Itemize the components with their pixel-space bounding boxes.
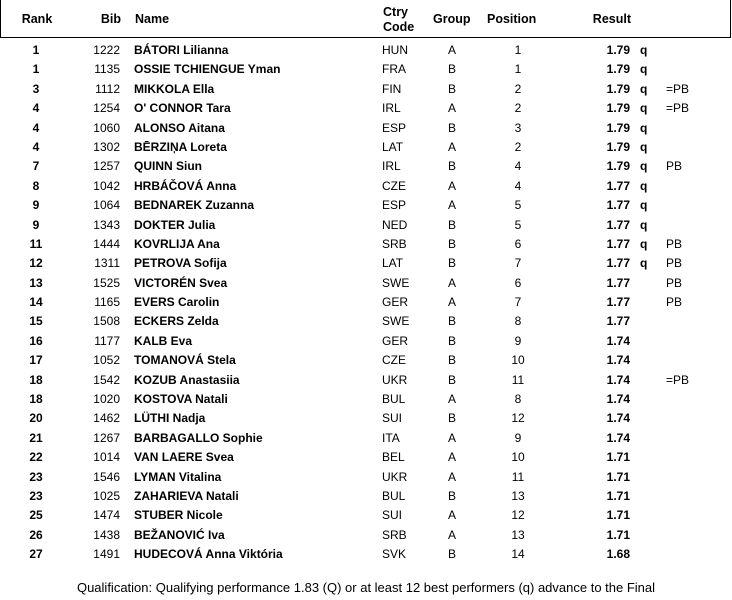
header-rank: Rank <box>21 12 53 26</box>
table-row <box>0 60 732 79</box>
rank-cell: 23 <box>29 469 43 484</box>
athlete-name: VAN LAERE Svea <box>134 450 234 465</box>
table-row <box>0 545 732 564</box>
record-note: =PB <box>666 372 690 387</box>
athlete-name: KOVRLIJA Ana <box>134 236 220 251</box>
record-note: PB <box>666 236 683 251</box>
result-cell: 1.79 <box>606 120 630 135</box>
athlete-name: EVERS Carolin <box>134 295 220 310</box>
rank-cell: 15 <box>29 314 43 329</box>
table-row <box>0 235 732 254</box>
rank-cell: 12 <box>29 256 43 271</box>
bib-cell: 1064 <box>93 198 120 213</box>
group-cell: B <box>447 62 456 77</box>
qualified-marker: q <box>640 256 648 271</box>
qualified-marker: q <box>640 81 648 96</box>
rank-cell: 4 <box>32 101 40 116</box>
country-code: GER <box>382 333 409 348</box>
result-cell: 1.74 <box>606 333 630 348</box>
group-cell: A <box>447 392 456 407</box>
group-cell: A <box>447 198 456 213</box>
bib-cell: 1052 <box>93 353 120 368</box>
result-cell: 1.79 <box>606 62 630 77</box>
country-code: ITA <box>382 430 400 445</box>
country-code: UKR <box>382 372 408 387</box>
group-cell: B <box>447 159 456 174</box>
qualified-marker: q <box>640 101 648 116</box>
country-code: SWE <box>382 314 410 329</box>
country-code: UKR <box>382 469 408 484</box>
rank-cell: 26 <box>29 527 43 542</box>
rank-cell: 1 <box>32 62 40 77</box>
rank-cell: 16 <box>29 333 43 348</box>
group-cell: B <box>447 256 456 271</box>
country-code: SUI <box>382 508 403 523</box>
country-code: FRA <box>382 62 406 77</box>
group-cell: A <box>447 469 456 484</box>
qualified-marker: q <box>640 62 648 77</box>
header-name: Name <box>135 12 170 26</box>
table-row <box>0 196 732 215</box>
rank-cell: 9 <box>32 198 40 213</box>
position-cell: 12 <box>511 508 525 523</box>
table-row <box>0 119 732 138</box>
group-cell: A <box>447 508 456 523</box>
table-row <box>0 41 732 60</box>
table-row <box>0 526 732 545</box>
position-cell: 7 <box>514 295 522 310</box>
record-note: PB <box>666 295 683 310</box>
bib-cell: 1025 <box>93 488 120 503</box>
header-country-code <box>383 5 414 35</box>
country-code: SWE <box>382 275 410 290</box>
rank-cell: 4 <box>32 139 40 154</box>
bib-cell: 1060 <box>93 120 120 135</box>
header-country-code-line2: Code <box>383 20 415 34</box>
athlete-name: KOZUB Anastasiia <box>134 372 240 387</box>
rank-cell: 1 <box>32 43 40 57</box>
position-cell: 2 <box>514 101 522 116</box>
group-cell: A <box>447 450 456 465</box>
group-cell: A <box>447 275 456 290</box>
result-cell: 1.74 <box>606 372 630 387</box>
country-code: NED <box>382 217 408 232</box>
bib-cell: 1267 <box>93 430 120 445</box>
result-cell: 1.77 <box>606 178 630 193</box>
group-cell: B <box>447 372 456 387</box>
result-cell: 1.71 <box>606 488 630 503</box>
result-cell: 1.74 <box>606 392 630 407</box>
group-cell: A <box>447 295 456 310</box>
result-cell: 1.77 <box>606 295 630 310</box>
country-code: BUL <box>382 392 406 407</box>
country-code: SUI <box>382 411 403 426</box>
position-cell: 7 <box>514 256 522 271</box>
position-cell: 4 <box>514 159 522 174</box>
position-cell: 12 <box>511 411 525 426</box>
header-bib: Bib <box>100 12 121 26</box>
position-cell: 9 <box>514 333 522 348</box>
table-row <box>0 371 732 390</box>
position-cell: 11 <box>511 469 525 484</box>
position-cell: 10 <box>511 353 525 368</box>
table-row <box>0 138 732 157</box>
position-cell: 2 <box>514 139 522 154</box>
qualification-footnote: Qualification: Qualifying performance 1.83 (Q) or at least 12 best performers (q) advance to the Final <box>76 580 656 595</box>
table-row <box>0 390 732 409</box>
table-row <box>0 487 732 506</box>
group-cell: A <box>447 178 456 193</box>
bib-cell: 1014 <box>93 450 120 465</box>
rank-cell: 20 <box>29 411 43 426</box>
bib-cell: 1546 <box>93 469 120 484</box>
country-code: IRL <box>382 159 401 174</box>
bib-cell: 1165 <box>94 295 120 310</box>
position-cell: 1 <box>514 43 522 57</box>
rank-cell: 18 <box>29 392 43 407</box>
country-code: BEL <box>382 450 405 465</box>
athlete-name: BÁTORI Lilianna <box>134 43 229 57</box>
bib-cell: 1302 <box>93 139 120 154</box>
header-group: Group <box>433 12 471 26</box>
result-cell: 1.68 <box>606 547 630 562</box>
group-cell: A <box>447 101 456 116</box>
result-cell: 1.77 <box>606 236 630 251</box>
results-table-header <box>0 0 731 38</box>
rank-cell: 23 <box>29 488 43 503</box>
athlete-name: DOKTER Julia <box>134 217 216 232</box>
qualified-marker: q <box>640 236 648 251</box>
rank-cell: 21 <box>29 430 43 445</box>
result-cell: 1.79 <box>606 43 630 57</box>
rank-cell: 27 <box>29 547 43 562</box>
bib-cell: 1343 <box>93 217 120 232</box>
result-cell: 1.77 <box>606 256 630 271</box>
qualified-marker: q <box>640 139 648 154</box>
country-code: ESP <box>382 198 407 213</box>
position-cell: 14 <box>511 547 525 562</box>
bib-cell: 1042 <box>93 178 120 193</box>
result-cell: 1.71 <box>606 469 630 484</box>
table-row <box>0 448 732 467</box>
athlete-name: LÜTHI Nadja <box>134 411 206 426</box>
table-row <box>0 293 732 312</box>
header-result: Result <box>592 12 631 26</box>
country-code: LAT <box>382 256 404 271</box>
country-code: IRL <box>382 101 401 116</box>
position-cell: 5 <box>514 198 522 213</box>
group-cell: B <box>447 314 456 329</box>
table-row <box>0 312 732 331</box>
rank-cell: 8 <box>32 178 40 193</box>
result-cell: 1.79 <box>606 81 630 96</box>
athlete-name: TOMANOVÁ Stela <box>134 353 236 368</box>
bib-cell: 1177 <box>94 333 120 348</box>
group-cell: B <box>447 217 456 232</box>
group-cell: B <box>447 353 456 368</box>
rank-cell: 9 <box>32 217 40 232</box>
group-cell: B <box>447 488 456 503</box>
result-cell: 1.79 <box>606 139 630 154</box>
athlete-name: OSSIE TCHIENGUE Yman <box>134 62 281 77</box>
header-country-code-line1: Ctry <box>383 5 409 19</box>
rank-cell: 11 <box>29 236 43 251</box>
athlete-name: BEŽANOVIĆ Iva <box>134 527 225 542</box>
header-position: Position <box>487 12 537 26</box>
table-row <box>0 332 732 351</box>
table-row <box>0 157 732 176</box>
result-cell: 1.77 <box>606 217 630 232</box>
group-cell: A <box>447 527 456 542</box>
bib-cell: 1474 <box>93 508 120 523</box>
record-note: =PB <box>666 101 690 116</box>
position-cell: 3 <box>514 120 522 135</box>
group-cell: B <box>447 333 456 348</box>
athlete-name: HRBÁČOVÁ Anna <box>134 178 237 193</box>
record-note: =PB <box>666 81 690 96</box>
bib-cell: 1311 <box>94 256 120 271</box>
result-cell: 1.79 <box>606 101 630 116</box>
position-cell: 8 <box>514 314 522 329</box>
country-code: LAT <box>382 139 404 154</box>
table-row <box>0 429 732 448</box>
athlete-name: QUINN Siun <box>134 159 202 174</box>
result-cell: 1.77 <box>606 314 630 329</box>
position-cell: 13 <box>511 488 525 503</box>
country-code: CZE <box>382 178 406 193</box>
record-note: PB <box>666 275 683 290</box>
result-cell: 1.79 <box>606 159 630 174</box>
athlete-name: VICTORÉN Svea <box>134 275 228 290</box>
bib-cell: 1462 <box>93 411 120 426</box>
athlete-name: BEDNAREK Zuzanna <box>134 198 255 213</box>
rank-cell: 17 <box>29 353 43 368</box>
bib-cell: 1491 <box>93 547 120 562</box>
position-cell: 11 <box>511 372 525 387</box>
position-cell: 1 <box>514 62 522 77</box>
record-note: PB <box>666 256 683 271</box>
result-cell: 1.71 <box>606 508 630 523</box>
athlete-name: ECKERS Zelda <box>134 314 219 329</box>
position-cell: 6 <box>514 236 522 251</box>
position-cell: 5 <box>514 217 522 232</box>
bib-cell: 1444 <box>93 236 120 251</box>
result-cell: 1.74 <box>606 430 630 445</box>
country-code: ESP <box>382 120 407 135</box>
position-cell: 13 <box>511 527 525 542</box>
athlete-name: KALB Eva <box>134 333 193 348</box>
bib-cell: 1257 <box>93 159 120 174</box>
table-row <box>0 468 732 487</box>
group-cell: B <box>447 120 456 135</box>
athlete-name: STUBER Nicole <box>134 508 223 523</box>
athlete-name: ALONSO Aitana <box>134 120 225 135</box>
position-cell: 10 <box>511 450 525 465</box>
country-code: FIN <box>382 81 402 96</box>
athlete-name: ZAHARIEVA Natali <box>134 488 239 503</box>
result-cell: 1.74 <box>606 353 630 368</box>
qualified-marker: q <box>640 120 648 135</box>
country-code: GER <box>382 295 409 310</box>
result-cell: 1.74 <box>606 411 630 426</box>
athlete-name: KOSTOVA Natali <box>134 392 228 407</box>
rank-cell: 13 <box>29 275 43 290</box>
position-cell: 9 <box>514 430 522 445</box>
bib-cell: 1508 <box>93 314 120 329</box>
qualified-marker: q <box>640 43 648 57</box>
group-cell: B <box>447 411 456 426</box>
qualified-marker: q <box>640 178 648 193</box>
position-cell: 2 <box>514 81 522 96</box>
athlete-name: O' CONNOR Tara <box>134 101 231 116</box>
rank-cell: 4 <box>32 120 40 135</box>
athlete-name: HUDECOVÁ Anna Viktória <box>134 547 283 562</box>
rank-cell: 14 <box>29 295 43 310</box>
result-cell: 1.71 <box>606 450 630 465</box>
country-code: SVK <box>382 547 407 562</box>
qualified-marker: q <box>640 217 648 232</box>
table-row <box>0 99 732 118</box>
table-row <box>0 274 732 293</box>
table-row <box>0 409 732 428</box>
bib-cell: 1020 <box>93 392 120 407</box>
country-code: BUL <box>382 488 406 503</box>
rank-cell: 18 <box>29 372 43 387</box>
bib-cell: 1438 <box>93 527 120 542</box>
bib-cell: 1525 <box>93 275 120 290</box>
position-cell: 6 <box>514 275 522 290</box>
rank-cell: 25 <box>29 508 43 523</box>
position-cell: 8 <box>514 392 522 407</box>
result-cell: 1.77 <box>606 198 630 213</box>
bib-cell: 1112 <box>95 81 120 96</box>
group-cell: B <box>447 236 456 251</box>
athlete-name: LYMAN Vitalina <box>134 469 222 484</box>
group-cell: B <box>447 81 456 96</box>
result-cell: 1.71 <box>606 527 630 542</box>
bib-cell: 1542 <box>93 372 120 387</box>
result-cell: 1.77 <box>606 275 630 290</box>
athlete-name: BĒRZIŅA Loreta <box>134 139 227 154</box>
country-code: HUN <box>382 43 408 57</box>
table-row <box>0 254 732 273</box>
country-code: CZE <box>382 353 406 368</box>
qualified-marker: q <box>640 159 648 174</box>
athlete-name: BARBAGALLO Sophie <box>134 430 263 445</box>
country-code: SRB <box>382 236 407 251</box>
athlete-name: PETROVA Sofija <box>134 256 227 271</box>
rank-cell: 3 <box>32 81 40 96</box>
qualified-marker: q <box>640 198 648 213</box>
results-table-body <box>0 41 732 565</box>
bib-cell: 1135 <box>94 62 120 77</box>
table-row <box>0 80 732 99</box>
group-cell: B <box>447 547 456 562</box>
bib-cell: 1254 <box>93 101 120 116</box>
athlete-name: MIKKOLA Ella <box>134 81 215 96</box>
group-cell: A <box>447 430 456 445</box>
rank-cell: 7 <box>32 159 40 174</box>
table-row <box>0 351 732 370</box>
table-row <box>0 177 732 196</box>
rank-cell: 22 <box>29 450 43 465</box>
table-row <box>0 506 732 525</box>
position-cell: 4 <box>514 178 522 193</box>
bib-cell: 1222 <box>93 43 120 57</box>
group-cell: A <box>447 139 456 154</box>
country-code: SRB <box>382 527 407 542</box>
table-row <box>0 216 732 235</box>
record-note: PB <box>666 159 683 174</box>
group-cell: A <box>447 43 456 57</box>
